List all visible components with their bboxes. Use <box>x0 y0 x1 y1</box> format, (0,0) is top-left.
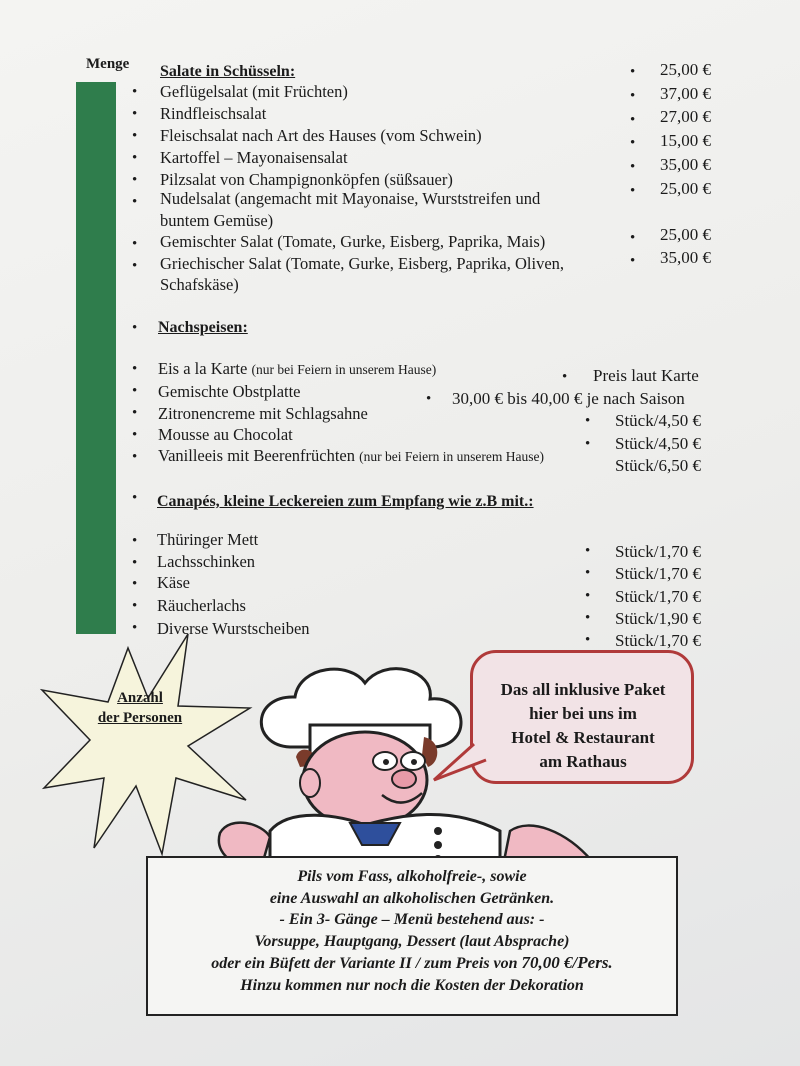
menu-item: Nudelsalat (angemacht mit Mayonaise, Wurststreifen und <box>160 189 541 208</box>
bullet: • <box>132 194 138 210</box>
bullet: • <box>132 84 138 100</box>
section-heading-salate: Salate in Schüsseln: <box>160 63 296 80</box>
bullet: • <box>132 383 138 399</box>
package-description: Pils vom Fass, alkoholfreie-, sowie eine Auswahl an alkoholischen Getränken. - Ein 3- Gänge – Menü bestehend aus: - Vorsuppe, Hauptgang, Dessert (laut Absprache) oder ein Büfett der Variante II / zum Preis von 70,00 €/Pers. Hinzu kommen nur noch die Kosten der Dekoration <box>211 868 613 994</box>
bullet: • <box>132 427 138 443</box>
bullet: • <box>585 632 591 648</box>
bullet: • <box>132 128 138 144</box>
price: 15,00 € <box>660 131 711 150</box>
price: Stück/1,90 € <box>615 609 701 628</box>
bullet: • <box>132 490 138 506</box>
price: 25,00 € <box>660 60 711 79</box>
menu-item: Räucherlachs <box>157 596 246 615</box>
bullet: • <box>630 183 636 199</box>
price: Stück/4,50 € <box>615 434 701 453</box>
bullet: • <box>132 449 138 465</box>
section-heading-nachspeisen: Nachspeisen: <box>158 319 248 336</box>
bullet: • <box>132 555 138 571</box>
bullet: • <box>585 588 591 604</box>
menu-item: Eis a la Karte (nur bei Feiern in unserem Hause) <box>158 359 437 378</box>
price: 25,00 € <box>660 179 711 198</box>
price: 27,00 € <box>660 107 711 126</box>
bullet: • <box>132 361 138 377</box>
menu-item: Gemischter Salat (Tomate, Gurke, Eisberg, Paprika, Mais) <box>160 232 546 251</box>
bullet: • <box>585 565 591 581</box>
bullet: • <box>132 533 138 549</box>
menu-item: Käse <box>157 573 190 592</box>
bullet: • <box>132 236 138 252</box>
section-heading-canapes: Canapés, kleine Leckereien zum Empfang wie z.B mit.: <box>157 493 534 510</box>
price: Stück/1,70 € <box>615 631 701 650</box>
menu-item: Mousse au Chocolat <box>158 425 293 444</box>
starburst-text: Anzahl der Personen <box>97 690 183 726</box>
price: Stück/4,50 € <box>615 411 701 430</box>
bullet: • <box>132 620 138 636</box>
bullet: • <box>630 135 636 151</box>
bullet: • <box>585 413 591 429</box>
bullet: • <box>132 106 138 122</box>
bullet: • <box>630 159 636 175</box>
price: 35,00 € <box>660 155 711 174</box>
menu-item: Pilzsalat von Champignonköpfen (süßsauer) <box>160 170 453 189</box>
menu-item-cont: Schafskäse) <box>160 275 239 294</box>
bullet: • <box>630 88 636 104</box>
bullet: • <box>630 64 636 80</box>
price: Stück/1,70 € <box>615 542 701 561</box>
menu-item: Thüringer Mett <box>157 530 259 549</box>
bullet: • <box>630 112 636 128</box>
bullet: • <box>630 253 636 269</box>
menu-item: Lachsschinken <box>157 552 256 571</box>
bullet: • <box>132 258 138 274</box>
price: Stück/6,50 € <box>615 456 701 475</box>
menu-item: Rindfleischsalat <box>160 104 267 123</box>
bullet: • <box>132 150 138 166</box>
bullet: • <box>426 391 432 407</box>
menge-label: Menge <box>86 56 130 72</box>
price: Stück/1,70 € <box>615 564 701 583</box>
bullet: • <box>585 543 591 559</box>
menu-item: Griechischer Salat (Tomate, Gurke, Eisberg, Paprika, Oliven, <box>160 254 565 273</box>
price: 37,00 € <box>660 84 711 103</box>
menu-item: Kartoffel – Mayonaisensalat <box>160 148 348 167</box>
menu-item: Fleischsalat nach Art des Hauses (vom Schwein) <box>160 126 482 145</box>
bullet: • <box>132 172 138 188</box>
price: 30,00 € bis 40,00 € je nach Saison <box>452 389 685 408</box>
bullet: • <box>132 576 138 592</box>
price: 35,00 € <box>660 248 711 267</box>
price: Preis laut Karte <box>593 366 699 385</box>
bullet: • <box>132 405 138 421</box>
bullet: • <box>562 369 568 385</box>
bullet: • <box>585 436 591 452</box>
price: Stück/1,70 € <box>615 587 701 606</box>
bullet: • <box>132 598 138 614</box>
menu-item: Vanilleeis mit Beerenfrüchten (nur bei Feiern in unserem Hause) <box>158 446 544 465</box>
menu-item: Gemischte Obstplatte <box>158 382 301 401</box>
menu-item: Diverse Wurstscheiben <box>157 619 310 638</box>
menu-item: Zitronencreme mit Schlagsahne <box>158 404 368 423</box>
bullet: • <box>630 230 636 246</box>
bullet: • <box>132 320 138 336</box>
quantity-column-bar <box>76 82 116 634</box>
menu-item-cont: buntem Gemüse) <box>160 211 274 230</box>
menu-item: Geflügelsalat (mit Früchten) <box>160 82 348 101</box>
speech-bubble-text: Das all inklusive Paket hier bei uns im Hotel & Restaurant am Rathaus <box>500 680 666 771</box>
price: 25,00 € <box>660 225 711 244</box>
bullet: • <box>585 610 591 626</box>
